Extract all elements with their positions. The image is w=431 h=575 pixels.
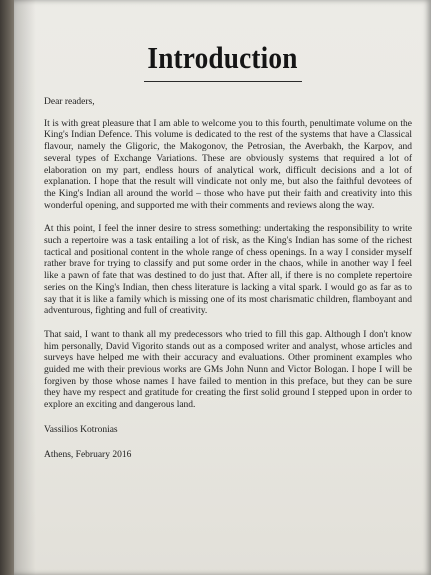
paragraph-2: At this point, I feel the inner desire to stress something: undertaking the responsibility to write such a repertoire was a task entailing a lot of risk, as the King's Indian has some of the richest tactical and positional content in the whole range of chess openings. In a way I consider myself rather brave for trying to classify and put some order in the chaos, while in another way I feel like a pawn of fate that was destined to do just that. After all, if there is no complete repertoire series on the King's Indian, then chess literature is lacking a vital spark. I would go as far as to say that it is like a family which is missing one of its most charismatic children, flamboyant and adventurous, fighting and full of creativity. [44,224,412,317]
title-underline [144,81,302,82]
book-page [14,0,431,575]
paragraph-3: That said, I want to thank all my predecessors who tried to fill this gap. Although I don't know him personally, David Vigorito stands out as a composed writer and analyst, whose articles and surveys have helped me with their accuracy and evaluations. Other prominent examples who guided me with their previous works are GMs John Nunn and Victor Bologan. I hope I will be forgiven by those whose names I have failed to mention in this preface, but they can be sure they have my respect and gratitude for creating the first solid ground I stepped upon in order to explore an exciting and dangerous land. [44,329,412,411]
page-body [44,97,412,474]
page-title: Introduction [147,40,298,75]
signature-place-date: Athens, February 2016 [44,449,132,460]
paragraph-1: It is with great pleasure that I am able to welcome you to this fourth, penultimate volume on the King's Indian Defence. This volume is dedicated to the rest of the systems that have a Classical flavour, namely the Gligoric, the Makogonov, the Petrosian, the Averbakh, the Karpov, and several types of Exchange Variations. These are obviously systems that required a lot of elaboration on my part, endless hours of analytical work, difficult decisions and a lot of explanation. I hope that the result will vindicate not only me, but also the faithful devotees of the King's Indian all around the world – those who have put their faith and creativity into this wonderful opening, and supported me with their comments and reviews along the way. [44,118,412,211]
salutation: Dear readers, [44,97,95,107]
signature-name: Vassilios Kotronias [44,424,118,435]
